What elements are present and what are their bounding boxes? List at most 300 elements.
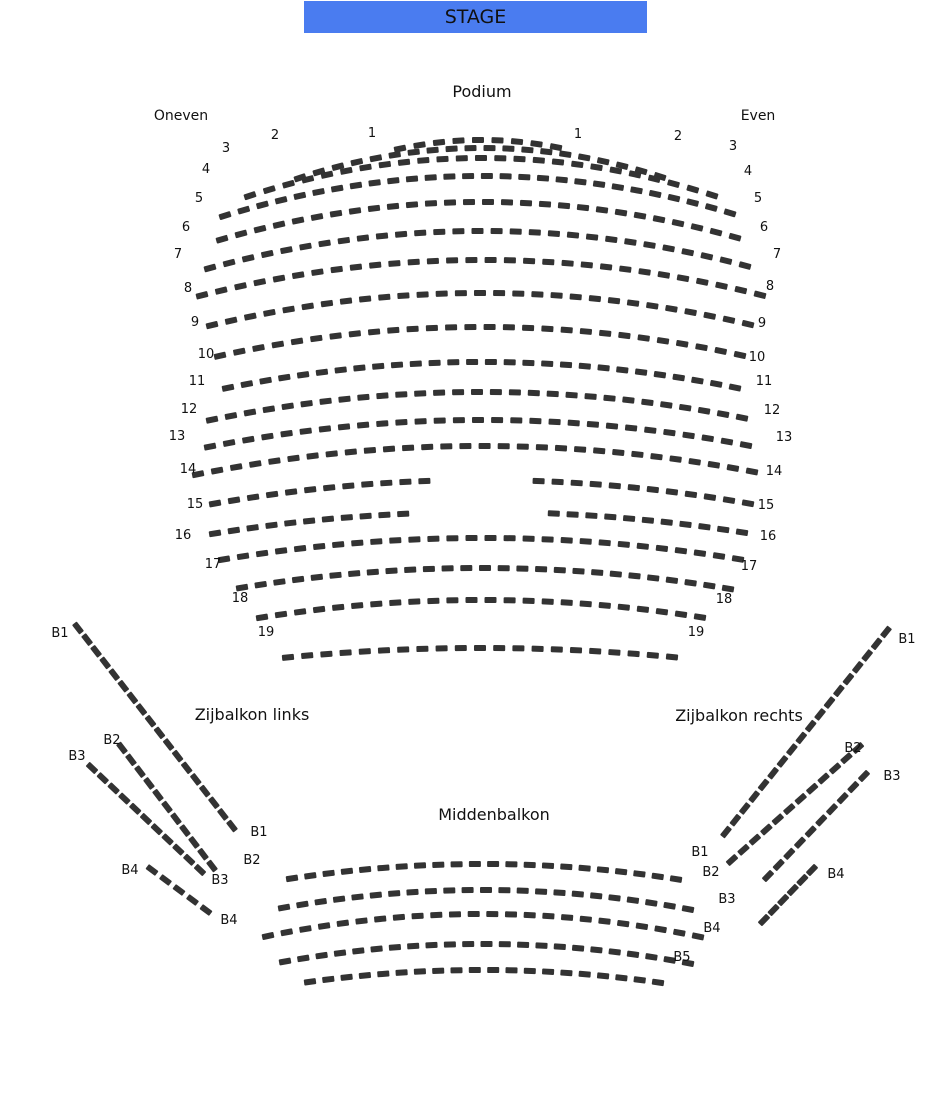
seat-podium-row-10[interactable] — [616, 366, 629, 373]
seat-podium-row-16[interactable] — [580, 538, 592, 545]
seat-zijbalkon-rechts-B4[interactable] — [777, 894, 790, 907]
seat-podium-row-6[interactable] — [681, 248, 694, 256]
seat-zijbalkon-rechts-B1[interactable] — [823, 696, 835, 709]
seat-podium-row-4[interactable] — [481, 173, 493, 179]
seat-podium-row-15[interactable] — [698, 523, 711, 531]
seat-podium-row-19[interactable] — [301, 652, 313, 659]
seat-podium-row-16[interactable] — [256, 550, 269, 558]
seat-podium-row-7[interactable] — [581, 261, 594, 268]
seat-podium-row-15[interactable] — [548, 510, 560, 517]
seat-podium-row-13[interactable] — [345, 448, 357, 455]
seat-middenbalkon-B2[interactable] — [480, 887, 492, 893]
seat-podium-row-14[interactable] — [685, 491, 698, 499]
seat-zijbalkon-rechts-B3[interactable] — [772, 858, 785, 871]
seat-podium-row-17[interactable] — [442, 565, 454, 571]
seat-podium-row-5[interactable] — [634, 212, 647, 220]
seat-podium-row-5[interactable] — [234, 229, 247, 238]
seat-podium-row-11[interactable] — [547, 391, 559, 398]
seat-podium-row-16[interactable] — [656, 545, 669, 552]
seat-podium-row-17[interactable] — [684, 579, 697, 587]
seat-podium-row-6[interactable] — [242, 254, 255, 263]
seat-podium-row-6[interactable] — [299, 243, 312, 251]
seat-podium-row-12[interactable] — [434, 417, 446, 423]
seat-podium-row-9[interactable] — [213, 352, 226, 360]
seat-middenbalkon-B1[interactable] — [304, 872, 317, 880]
seat-middenbalkon-B3[interactable] — [393, 914, 405, 921]
seat-zijbalkon-links-B3[interactable] — [172, 843, 185, 856]
seat-podium-row-12[interactable] — [548, 419, 560, 426]
seat-zijbalkon-rechts-B4[interactable] — [758, 914, 771, 927]
seat-podium-row-1[interactable] — [511, 138, 523, 145]
seat-podium-row-14[interactable] — [342, 482, 354, 489]
seat-podium-row-11[interactable] — [300, 400, 313, 408]
seat-podium-row-18[interactable] — [637, 606, 650, 613]
seat-podium-row-19[interactable] — [474, 645, 486, 651]
seat-podium-row-19[interactable] — [589, 648, 601, 655]
seat-podium-row-13[interactable] — [726, 464, 739, 472]
seat-podium-row-3[interactable] — [533, 157, 545, 164]
seat-podium-row-12[interactable] — [319, 425, 332, 432]
seat-middenbalkon-B2[interactable] — [535, 888, 547, 895]
seat-podium-row-13[interactable] — [306, 452, 319, 459]
seat-podium-row-8[interactable] — [321, 300, 334, 308]
seat-zijbalkon-rechts-B2[interactable] — [817, 772, 830, 784]
seat-podium-row-17[interactable] — [273, 578, 286, 586]
seat-podium-row-17[interactable] — [479, 565, 491, 571]
seat-podium-row-15[interactable] — [660, 519, 673, 526]
seat-podium-row-11[interactable] — [319, 398, 332, 405]
seat-middenbalkon-B3[interactable] — [262, 932, 275, 940]
seat-middenbalkon-B3[interactable] — [561, 914, 573, 921]
seat-zijbalkon-rechts-B1[interactable] — [729, 814, 741, 827]
seat-middenbalkon-B1[interactable] — [286, 875, 299, 883]
seat-zijbalkon-rechts-B1[interactable] — [776, 755, 788, 768]
seat-middenbalkon-B1[interactable] — [615, 868, 628, 875]
seat-podium-row-8[interactable] — [493, 290, 505, 296]
seat-podium-row-9[interactable] — [599, 330, 612, 337]
seat-middenbalkon-B1[interactable] — [524, 862, 536, 868]
seat-podium-row-18[interactable] — [694, 613, 707, 621]
seat-middenbalkon-B2[interactable] — [663, 902, 676, 910]
seat-middenbalkon-B2[interactable] — [645, 899, 658, 907]
seat-podium-row-11[interactable] — [490, 389, 502, 395]
seat-podium-row-10[interactable] — [240, 380, 253, 388]
seat-zijbalkon-links-B1[interactable] — [81, 633, 93, 646]
seat-zijbalkon-rechts-B2[interactable] — [760, 823, 773, 835]
seat-podium-row-7[interactable] — [427, 258, 439, 265]
seat-podium-row-7[interactable] — [619, 265, 632, 272]
seat-podium-row-13[interactable] — [688, 458, 701, 466]
seat-podium-row-14[interactable] — [628, 484, 641, 491]
seat-podium-row-13[interactable] — [650, 453, 663, 460]
seat-podium-row-2[interactable] — [521, 146, 533, 153]
seat-zijbalkon-links-B2[interactable] — [206, 859, 218, 872]
seat-podium-row-11[interactable] — [509, 389, 521, 395]
seat-podium-row-7[interactable] — [446, 257, 458, 263]
seat-podium-row-18[interactable] — [275, 611, 288, 619]
seat-zijbalkon-links-B1[interactable] — [153, 726, 165, 739]
seat-podium-row-15[interactable] — [736, 528, 749, 536]
seat-middenbalkon-B3[interactable] — [430, 912, 442, 919]
seat-podium-row-8[interactable] — [665, 305, 678, 313]
seat-podium-row-7[interactable] — [657, 271, 670, 279]
seat-zijbalkon-links-B1[interactable] — [117, 680, 129, 693]
seat-podium-row-7[interactable] — [465, 257, 477, 263]
seat-podium-row-6[interactable] — [529, 229, 541, 236]
seat-middenbalkon-B2[interactable] — [627, 896, 640, 904]
seat-podium-row-2[interactable] — [350, 158, 363, 166]
seat-podium-row-17[interactable] — [535, 566, 547, 572]
seat-podium-row-17[interactable] — [591, 569, 603, 576]
seat-middenbalkon-B3[interactable] — [449, 911, 461, 917]
seat-middenbalkon-B3[interactable] — [299, 925, 312, 933]
seat-podium-row-18[interactable] — [675, 610, 688, 618]
seat-podium-row-7[interactable] — [253, 278, 266, 286]
seat-zijbalkon-rechts-B1[interactable] — [786, 743, 798, 756]
seat-middenbalkon-B5[interactable] — [597, 972, 610, 979]
seat-podium-row-13[interactable] — [459, 443, 471, 449]
seat-podium-row-17[interactable] — [254, 581, 267, 589]
seat-podium-row-14[interactable] — [361, 481, 373, 488]
seat-podium-row-8[interactable] — [589, 295, 602, 302]
seat-podium-row-16[interactable] — [618, 541, 630, 548]
seat-podium-row-12[interactable] — [357, 422, 369, 429]
seat-podium-row-6[interactable] — [395, 231, 407, 238]
seat-zijbalkon-links-B3[interactable] — [161, 833, 174, 846]
seat-zijbalkon-rechts-B3[interactable] — [815, 814, 828, 827]
seat-podium-row-10[interactable] — [654, 371, 667, 379]
seat-zijbalkon-links-B4[interactable] — [145, 864, 158, 876]
seat-podium-row-8[interactable] — [378, 294, 390, 301]
seat-podium-row-5[interactable] — [292, 216, 305, 224]
seat-podium-row-4[interactable] — [425, 174, 437, 181]
seat-podium-row-18[interactable] — [427, 598, 439, 604]
seat-podium-row-19[interactable] — [647, 652, 659, 659]
seat-podium-row-16[interactable] — [370, 538, 382, 545]
seat-podium-row-18[interactable] — [504, 597, 516, 603]
seat-zijbalkon-rechts-B1[interactable] — [852, 661, 864, 674]
seat-podium-row-18[interactable] — [465, 597, 477, 603]
seat-podium-row-19[interactable] — [455, 645, 467, 651]
seat-podium-row-8[interactable] — [550, 292, 562, 299]
seat-podium-row-3[interactable] — [456, 155, 468, 161]
seat-podium-row-10[interactable] — [222, 384, 235, 392]
seat-podium-row-3[interactable] — [552, 158, 565, 165]
seat-podium-row-12[interactable] — [338, 423, 351, 430]
seat-middenbalkon-B5[interactable] — [377, 970, 389, 977]
seat-podium-row-16[interactable] — [561, 537, 573, 544]
seat-podium-row-17[interactable] — [703, 582, 716, 590]
seat-podium-row-16[interactable] — [541, 536, 553, 542]
seat-podium-row-13[interactable] — [593, 447, 605, 454]
seat-podium-row-14[interactable] — [228, 496, 241, 504]
seat-podium-row-8[interactable] — [205, 321, 218, 330]
seat-zijbalkon-rechts-B1[interactable] — [748, 790, 760, 803]
seat-podium-row-10[interactable] — [635, 368, 648, 375]
seat-zijbalkon-links-B1[interactable] — [126, 691, 138, 704]
seat-podium-row-4[interactable] — [630, 186, 643, 194]
seat-podium-row-14[interactable] — [418, 478, 430, 484]
seat-podium-row-12[interactable] — [299, 427, 312, 434]
seat-middenbalkon-B1[interactable] — [341, 868, 354, 875]
seat-podium-row-12[interactable] — [701, 434, 714, 442]
seat-podium-row-18[interactable] — [256, 613, 269, 621]
seat-podium-row-3[interactable] — [417, 157, 429, 164]
seat-podium-row-11[interactable] — [338, 396, 351, 403]
seat-zijbalkon-links-B1[interactable] — [217, 808, 229, 821]
seat-zijbalkon-links-B3[interactable] — [107, 782, 120, 795]
seat-podium-row-14[interactable] — [723, 496, 736, 504]
seat-middenbalkon-B4[interactable] — [627, 951, 640, 959]
seat-podium-row-11[interactable] — [224, 412, 237, 420]
seat-zijbalkon-rechts-B1[interactable] — [758, 778, 770, 791]
seat-podium-row-6[interactable] — [605, 236, 618, 243]
seat-zijbalkon-links-B2[interactable] — [197, 848, 209, 861]
seat-podium-row-16[interactable] — [465, 535, 477, 541]
seat-podium-row-9[interactable] — [349, 330, 362, 337]
seat-podium-row-11[interactable] — [395, 391, 407, 398]
seat-podium-row-4[interactable] — [275, 196, 288, 205]
seat-podium-row-3[interactable] — [359, 164, 372, 172]
seat-podium-row-7[interactable] — [542, 259, 554, 266]
seat-podium-row-16[interactable] — [427, 536, 439, 542]
seat-podium-row-18[interactable] — [446, 597, 458, 603]
seat-podium-row-15[interactable] — [209, 529, 222, 537]
seat-podium-row-6[interactable] — [376, 232, 389, 239]
seat-zijbalkon-rechts-B4[interactable] — [806, 864, 819, 877]
seat-podium-row-18[interactable] — [523, 598, 535, 604]
seat-zijbalkon-rechts-B3[interactable] — [847, 781, 860, 794]
seat-podium-row-12[interactable] — [453, 417, 465, 423]
seat-podium-row-14[interactable] — [704, 493, 717, 501]
seat-podium-row-13[interactable] — [669, 455, 682, 463]
seat-podium-row-11[interactable] — [243, 409, 256, 417]
seat-zijbalkon-links-B1[interactable] — [172, 750, 184, 763]
seat-podium-row-14[interactable] — [323, 484, 336, 491]
seat-zijbalkon-links-B3[interactable] — [183, 853, 196, 866]
seat-podium-row-11[interactable] — [433, 390, 445, 396]
seat-podium-row-4[interactable] — [387, 177, 400, 184]
seat-middenbalkon-B5[interactable] — [615, 974, 628, 981]
seat-podium-row-18[interactable] — [484, 597, 496, 603]
seat-podium-row-15[interactable] — [397, 511, 409, 518]
seat-zijbalkon-rechts-B3[interactable] — [836, 792, 849, 805]
seat-middenbalkon-B5[interactable] — [652, 979, 665, 987]
seat-podium-row-6[interactable] — [738, 261, 751, 270]
seat-podium-row-4[interactable] — [443, 173, 455, 179]
seat-podium-row-13[interactable] — [612, 449, 625, 456]
seat-middenbalkon-B1[interactable] — [432, 862, 444, 868]
seat-podium-row-6[interactable] — [491, 228, 503, 234]
seat-podium-row-9[interactable] — [252, 344, 265, 352]
seat-middenbalkon-B1[interactable] — [414, 862, 426, 869]
seat-podium-row-4[interactable] — [649, 190, 662, 198]
seat-podium-row-4[interactable] — [555, 176, 568, 183]
seat-podium-row-10[interactable] — [391, 361, 403, 368]
seat-middenbalkon-B5[interactable] — [469, 967, 481, 973]
seat-podium-row-18[interactable] — [370, 601, 382, 608]
seat-podium-row-7[interactable] — [600, 263, 613, 270]
seat-podium-row-18[interactable] — [389, 599, 401, 606]
seat-podium-row-19[interactable] — [666, 653, 679, 660]
seat-podium-row-8[interactable] — [225, 316, 238, 324]
seat-middenbalkon-B4[interactable] — [315, 952, 328, 960]
seat-podium-row-3[interactable] — [243, 191, 256, 200]
seat-zijbalkon-links-B2[interactable] — [134, 765, 146, 778]
seat-podium-row-7[interactable] — [715, 282, 728, 290]
seat-middenbalkon-B4[interactable] — [352, 947, 365, 954]
seat-podium-row-11[interactable] — [660, 401, 673, 409]
seat-middenbalkon-B2[interactable] — [590, 892, 603, 899]
seat-podium-row-18[interactable] — [561, 599, 573, 606]
seat-podium-row-12[interactable] — [720, 438, 733, 446]
seat-zijbalkon-links-B4[interactable] — [172, 884, 185, 896]
seat-podium-row-2[interactable] — [502, 145, 514, 152]
seat-zijbalkon-rechts-B1[interactable] — [871, 637, 883, 650]
seat-podium-row-10[interactable] — [259, 377, 272, 385]
seat-podium-row-9[interactable] — [387, 327, 399, 334]
seat-middenbalkon-B3[interactable] — [654, 925, 667, 933]
seat-podium-row-10[interactable] — [485, 359, 497, 365]
seat-middenbalkon-B5[interactable] — [524, 968, 536, 974]
seat-podium-row-15[interactable] — [623, 515, 635, 522]
seat-podium-row-9[interactable] — [734, 351, 747, 359]
seat-podium-row-6[interactable] — [452, 228, 464, 234]
seat-podium-row-7[interactable] — [408, 259, 420, 266]
seat-podium-row-5[interactable] — [406, 201, 418, 208]
seat-podium-row-14[interactable] — [589, 481, 601, 488]
seat-podium-row-12[interactable] — [568, 420, 580, 427]
seat-podium-row-10[interactable] — [334, 366, 347, 373]
seat-middenbalkon-B2[interactable] — [406, 889, 418, 896]
seat-middenbalkon-B4[interactable] — [425, 942, 437, 949]
seat-podium-row-12[interactable] — [223, 439, 236, 447]
seat-podium-row-10[interactable] — [691, 377, 704, 385]
seat-podium-row-3[interactable] — [494, 155, 506, 161]
seat-middenbalkon-B3[interactable] — [542, 913, 554, 920]
seat-podium-row-8[interactable] — [340, 297, 353, 304]
seat-middenbalkon-B2[interactable] — [682, 905, 695, 913]
seat-podium-row-11[interactable] — [414, 390, 426, 397]
seat-middenbalkon-B1[interactable] — [487, 861, 499, 867]
seat-podium-row-19[interactable] — [397, 646, 409, 652]
seat-podium-row-3[interactable] — [667, 179, 680, 188]
seat-middenbalkon-B5[interactable] — [322, 976, 335, 983]
seat-podium-row-13[interactable] — [479, 443, 491, 449]
seat-podium-row-16[interactable] — [598, 539, 610, 546]
seat-middenbalkon-B3[interactable] — [524, 912, 536, 919]
seat-podium-row-19[interactable] — [436, 645, 448, 651]
seat-podium-row-9[interactable] — [618, 332, 631, 339]
seat-podium-row-6[interactable] — [337, 237, 350, 245]
seat-podium-row-9[interactable] — [310, 335, 323, 343]
seat-podium-row-17[interactable] — [404, 567, 416, 574]
seat-podium-row-13[interactable] — [364, 447, 376, 454]
seat-middenbalkon-B2[interactable] — [443, 887, 455, 893]
seat-podium-row-8[interactable] — [282, 306, 295, 314]
seat-podium-row-10[interactable] — [428, 360, 440, 366]
seat-podium-row-5[interactable] — [596, 206, 609, 214]
seat-podium-row-10[interactable] — [579, 363, 591, 370]
seat-podium-row-16[interactable] — [389, 537, 401, 544]
seat-middenbalkon-B3[interactable] — [468, 911, 480, 917]
seat-podium-row-2[interactable] — [388, 151, 401, 159]
seat-podium-row-17[interactable] — [554, 567, 566, 574]
seat-zijbalkon-rechts-B2[interactable] — [783, 803, 796, 815]
seat-podium-row-3[interactable] — [475, 155, 487, 161]
seat-middenbalkon-B4[interactable] — [499, 941, 511, 947]
seat-middenbalkon-B1[interactable] — [670, 875, 683, 883]
seat-zijbalkon-links-B1[interactable] — [144, 715, 156, 728]
seat-podium-row-6[interactable] — [357, 234, 370, 241]
seat-podium-row-8[interactable] — [512, 290, 524, 296]
seat-middenbalkon-B2[interactable] — [333, 895, 346, 902]
seat-middenbalkon-B5[interactable] — [432, 968, 444, 974]
seat-podium-row-15[interactable] — [341, 514, 353, 521]
seat-middenbalkon-B1[interactable] — [396, 863, 408, 870]
seat-podium-row-5[interactable] — [253, 225, 266, 234]
seat-podium-row-6[interactable] — [510, 228, 522, 234]
seat-podium-row-6[interactable] — [662, 244, 675, 252]
seat-podium-row-12[interactable] — [280, 430, 293, 438]
seat-podium-row-15[interactable] — [303, 517, 316, 524]
seat-podium-row-12[interactable] — [204, 443, 217, 451]
seat-podium-row-11[interactable] — [262, 405, 275, 413]
seat-podium-row-17[interactable] — [367, 569, 379, 576]
seat-podium-row-7[interactable] — [753, 290, 766, 299]
seat-podium-row-12[interactable] — [625, 424, 638, 431]
seat-middenbalkon-B3[interactable] — [411, 913, 423, 920]
seat-podium-row-13[interactable] — [746, 467, 759, 475]
seat-podium-row-15[interactable] — [642, 517, 655, 524]
seat-middenbalkon-B1[interactable] — [542, 862, 554, 869]
seat-podium-row-10[interactable] — [297, 371, 310, 379]
seat-podium-row-13[interactable] — [383, 446, 395, 453]
seat-podium-row-12[interactable] — [261, 433, 274, 441]
seat-podium-row-18[interactable] — [618, 604, 631, 611]
seat-podium-row-9[interactable] — [522, 325, 534, 331]
seat-middenbalkon-B4[interactable] — [572, 945, 584, 952]
seat-podium-row-10[interactable] — [672, 374, 685, 382]
seat-podium-row-19[interactable] — [551, 646, 563, 652]
seat-podium-row-4[interactable] — [406, 175, 418, 182]
seat-podium-row-8[interactable] — [244, 312, 257, 320]
seat-middenbalkon-B5[interactable] — [414, 968, 426, 975]
seat-podium-row-2[interactable] — [369, 154, 382, 162]
seat-podium-row-9[interactable] — [271, 341, 284, 349]
seat-zijbalkon-rechts-B1[interactable] — [805, 720, 817, 733]
seat-podium-row-5[interactable] — [272, 220, 285, 228]
seat-podium-row-4[interactable] — [256, 200, 269, 209]
seat-podium-row-14[interactable] — [571, 480, 583, 487]
seat-podium-row-13[interactable] — [574, 446, 586, 453]
seat-podium-row-18[interactable] — [313, 606, 326, 613]
seat-middenbalkon-B5[interactable] — [578, 971, 590, 978]
seat-podium-row-2[interactable] — [426, 147, 438, 154]
seat-podium-row-4[interactable] — [500, 173, 512, 179]
seat-middenbalkon-B3[interactable] — [505, 911, 517, 917]
seat-middenbalkon-B3[interactable] — [580, 916, 593, 923]
seat-podium-row-10[interactable] — [710, 380, 723, 388]
seat-podium-row-16[interactable] — [484, 535, 496, 541]
seat-middenbalkon-B2[interactable] — [498, 887, 510, 893]
seat-zijbalkon-rechts-B2[interactable] — [771, 813, 784, 825]
seat-zijbalkon-rechts-B2[interactable] — [737, 844, 750, 856]
seat-zijbalkon-links-B3[interactable] — [150, 823, 163, 836]
seat-podium-row-8[interactable] — [301, 303, 314, 311]
seat-middenbalkon-B4[interactable] — [645, 953, 658, 961]
seat-zijbalkon-links-B4[interactable] — [159, 874, 172, 886]
